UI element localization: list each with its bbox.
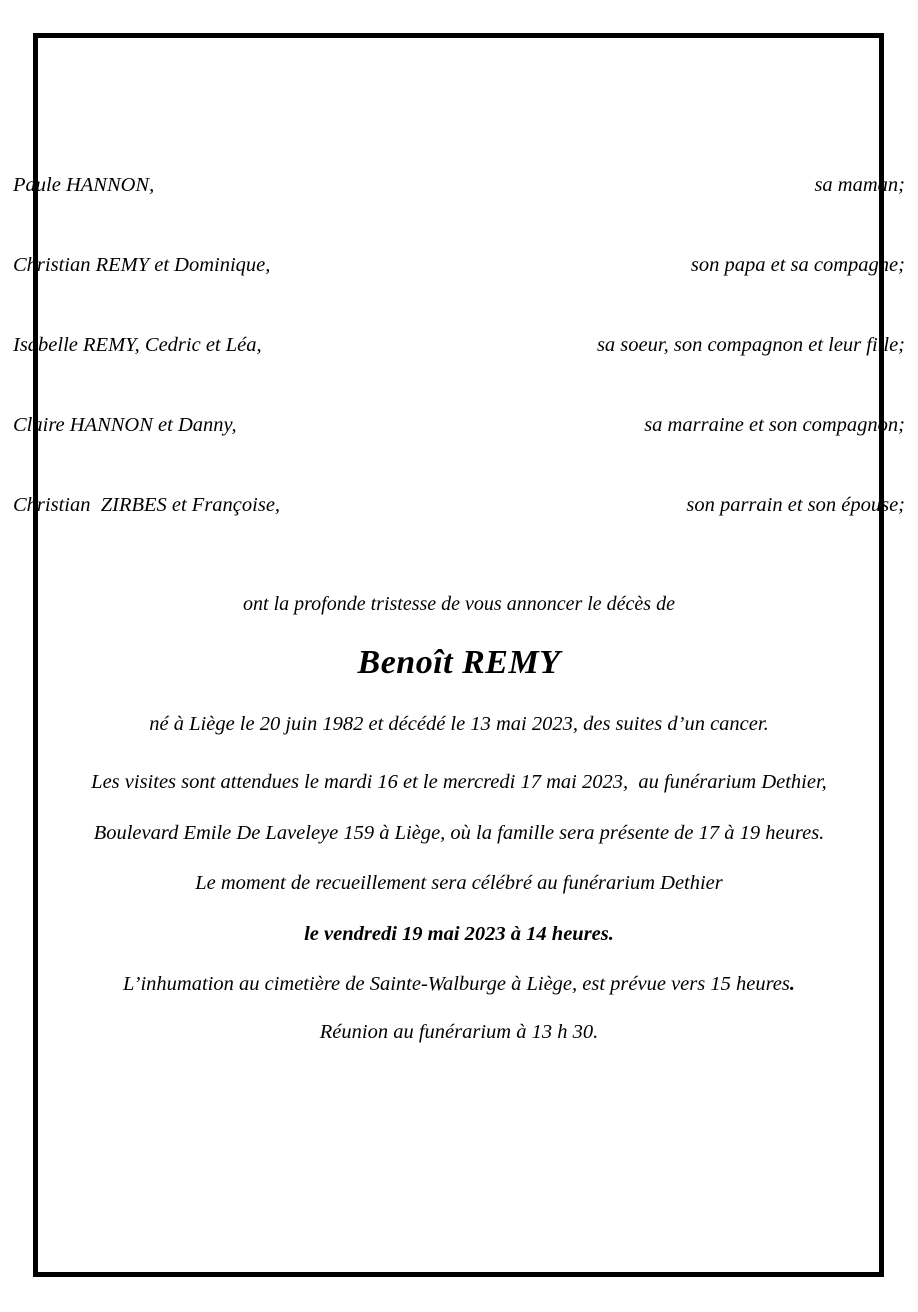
family-member-name: Paule HANNON, — [13, 174, 155, 196]
deceased-name: Benoît REMY — [357, 644, 561, 681]
family-member-name: Christian ZIRBES et Françoise, — [13, 494, 281, 516]
family-member-relation: sa soeur, son compagnon et leur fille; — [596, 334, 905, 356]
family-member-relation: sa marraine et son compagnon; — [644, 414, 905, 436]
gathering-note: Réunion au funérarium à 13 h 30. — [319, 1021, 599, 1043]
birth-and-death-details: né à Liège le 20 juin 1982 et décédé le 13 mai 2023, des suites d’un cancer. — [149, 713, 769, 735]
visiting-hours-line-1: Les visites sont attendues le mardi 16 et le mercredi 17 mai 2023, au funérarium Dethier, — [91, 771, 827, 793]
family-row — [13, 335, 905, 415]
service-datetime-line: le vendredi 19 mai 2023 à 14 heures. — [304, 922, 614, 945]
burial-text: L’inhumation au cimetière de Sainte-Walburge à Liège, est prévue vers 15 heures — [123, 973, 790, 995]
family-listing — [13, 175, 905, 575]
family-row — [13, 175, 905, 255]
service-location-line: Le moment de recueillement sera célébré au funérarium Dethier — [195, 872, 723, 894]
visiting-hours-line-2: Boulevard Emile De Laveleye 159 à Liège, où la famille sera présente de 17 à 19 heures. — [93, 821, 825, 844]
family-member-relation: sa maman; — [814, 174, 905, 196]
family-member-name: Christian REMY et Dominique, — [13, 254, 271, 276]
family-member-name: Isabelle REMY, Cedric et Léa, — [13, 334, 262, 356]
announcement-lead-text: ont la profonde tristesse de vous annoncer le décès de — [243, 593, 675, 615]
family-member-relation: son papa et sa compagne; — [690, 254, 905, 276]
ceremony-details — [13, 772, 905, 995]
family-member-name: Claire HANNON et Danny, — [13, 414, 237, 436]
burial-line — [13, 974, 905, 995]
family-row — [13, 495, 905, 575]
family-row — [13, 255, 905, 335]
death-announcement — [13, 594, 905, 735]
family-member-relation: son parrain et son épouse; — [686, 494, 905, 516]
burial-period: . — [789, 973, 795, 995]
family-row — [13, 415, 905, 495]
